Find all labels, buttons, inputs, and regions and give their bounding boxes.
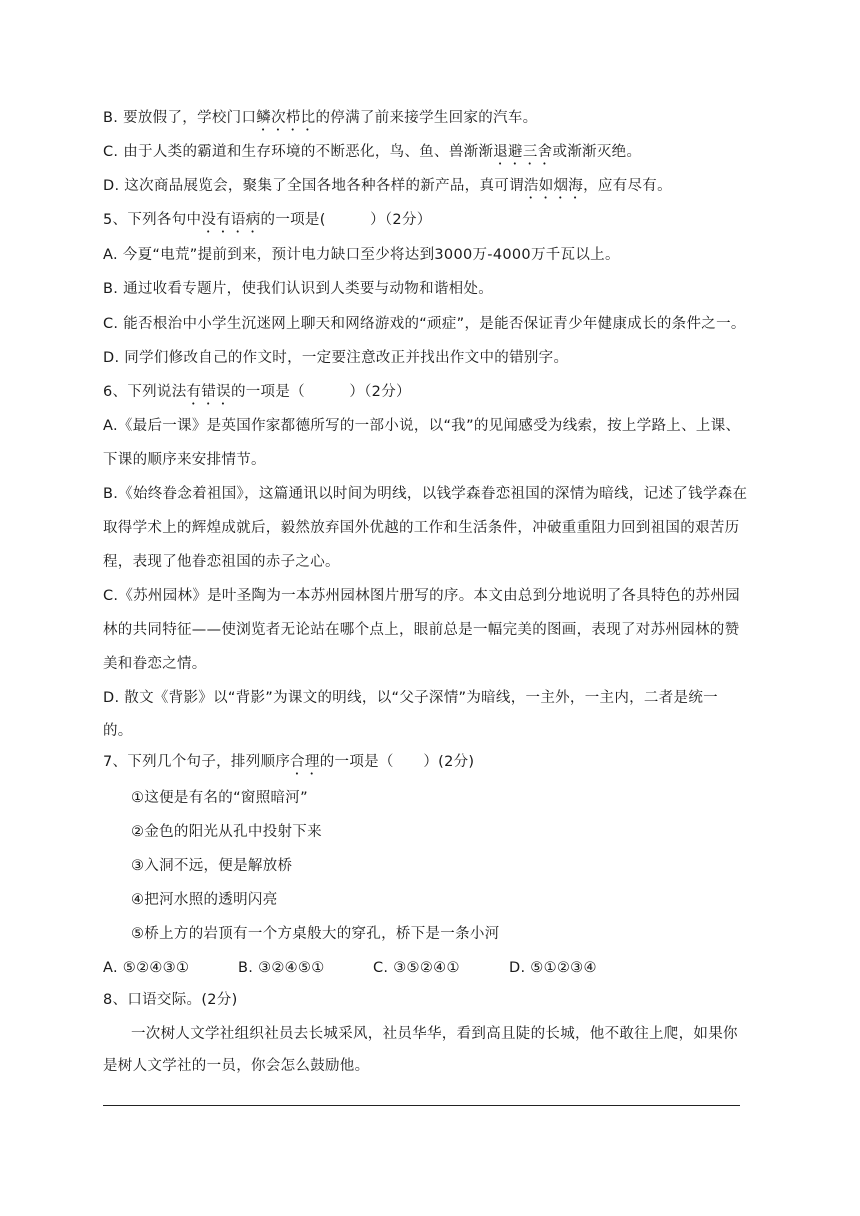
q6-stem-text-end: 的一项是（ ）（2分） <box>230 384 411 400</box>
q7-option-a: A. ⑤②④③① <box>103 960 190 976</box>
q6-option-a-line1: A.《最后一课》是英国作家都德所写的一部小说，以“我”的见闻感受为线索，按上学路上、上课、 <box>103 418 741 434</box>
q7-stem-text-end: 的一项是（ ）(2分) <box>319 754 475 770</box>
q7-sentence-4: ④把河水照的透明闪亮 <box>131 892 278 908</box>
q6-stem-text: 6、下列说法 <box>103 384 187 400</box>
q4-option-c-text: C. 由于人类的霸道和生存环境的不断恶化，鸟、鱼、兽渐渐 <box>103 144 494 160</box>
q6-option-a-line2: 下课的顺序来安排情节。 <box>103 452 266 468</box>
q5-option-c: C. 能否根治中小学生沉迷网上聊天和网络游戏的“顽症”，是能否保证青少年健康成长的条件之一。 <box>103 316 746 332</box>
q6-option-b-line2: 取得学术上的辉煌成就后，毅然放弃国外优越的工作和生活条件，冲破重重阻力回到祖国的艰苦历 <box>103 520 740 536</box>
q6-stem <box>103 382 411 408</box>
q6-option-c-line1: C.《苏州园林》是叶圣陶为一本苏州园林图片册写的序。本文由总到分地说明了各具特色的苏州园 <box>103 588 740 604</box>
q5-option-a: A. 今夏“电荒”提前到来，预计电力缺口至少将达到3000万-4000万千瓦以上。 <box>103 247 620 263</box>
q5-stem <box>103 210 432 236</box>
q6-stem-emphasis: 有错误 <box>186 384 231 400</box>
q4-option-b-idiom: 鳞次栉比 <box>256 110 316 126</box>
q5-option-b: B. 通过收看专题片，使我们认识到人类要与动物和谐相处。 <box>103 281 494 297</box>
q6-option-d-line1: D. 散文《背影》以“背影”为课文的明线，以“父子深情”为暗线，一主外，一主内，二者是统一 <box>103 690 718 706</box>
q7-stem <box>103 752 474 778</box>
q6-option-d-line2: 的。 <box>103 723 133 739</box>
q7-sentence-5: ⑤桥上方的岩顶有一个方桌般大的穿孔，桥下是一条小河 <box>131 926 500 942</box>
q7-sentence-2: ②金色的阳光从孔中投射下来 <box>131 824 322 840</box>
q6-option-c-line2: 林的共同特征——使浏览者无论站在哪个点上，眼前总是一幅完美的图画，表现了对苏州园林的赞 <box>103 622 740 638</box>
q4-option-b <box>103 108 537 134</box>
q8-body-line2: 是树人文学社的一员，你会怎么鼓励他。 <box>103 1058 370 1074</box>
q6-option-b-line1: B.《始终眷念着祖国》，这篇通讯以时间为明线，以钱学森眷恋祖国的深情为暗线，记述了钱学森在 <box>103 486 748 502</box>
q5-stem-text-end: 的一项是( ）（2分） <box>260 212 432 228</box>
q7-sentence-3: ③入洞不远，便是解放桥 <box>131 858 293 874</box>
q7-option-d: D. ⑤①②③④ <box>509 960 597 976</box>
q7-sentence-1: ①这便是有名的“窗照暗河” <box>131 790 308 806</box>
q7-option-c: C. ③⑤②④① <box>373 960 460 976</box>
q8-stem: 8、口语交际。(2分) <box>103 992 238 1008</box>
q4-option-c-text-end: 或渐渐灭绝。 <box>552 144 642 160</box>
q7-option-b: B. ③②④⑤① <box>238 960 325 976</box>
q6-option-b-line3: 程，表现了他眷恋祖国的赤子之心。 <box>103 554 340 570</box>
q4-option-c <box>103 142 641 168</box>
q5-option-d: D. 同学们修改自己的作文时，一定要注意改正并找出作文中的错别字。 <box>103 350 569 366</box>
q5-stem-emphasis: 没有语病 <box>201 212 261 228</box>
q7-stem-text: 7、下列几个句子，排列顺序 <box>103 754 291 770</box>
q4-option-c-idiom: 退避三舍 <box>493 144 553 160</box>
q4-option-b-text: B. 要放假了，学校门口 <box>103 110 257 126</box>
q4-option-d-idiom: 浩如烟海 <box>523 178 584 194</box>
q4-option-d-text: D. 这次商品展览会，聚集了全国各地各种各样的新产品，真可谓 <box>103 178 524 194</box>
q4-option-d-text-end: ，应有尽有。 <box>583 178 672 194</box>
q7-stem-emphasis: 合理 <box>290 754 320 770</box>
q6-option-c-line3: 美和眷恋之情。 <box>103 656 207 672</box>
q4-option-b-text-end: 的停满了前来接学生回家的汽车。 <box>315 110 538 126</box>
q8-body-line1: 一次树人文学社组织社员去长城采风，社员华华，看到高且陡的长城，他不敢往上爬，如果你 <box>131 1026 738 1042</box>
q4-option-d <box>103 176 672 202</box>
answer-line <box>103 1105 740 1106</box>
q5-stem-text: 5、下列各句中 <box>103 212 202 228</box>
